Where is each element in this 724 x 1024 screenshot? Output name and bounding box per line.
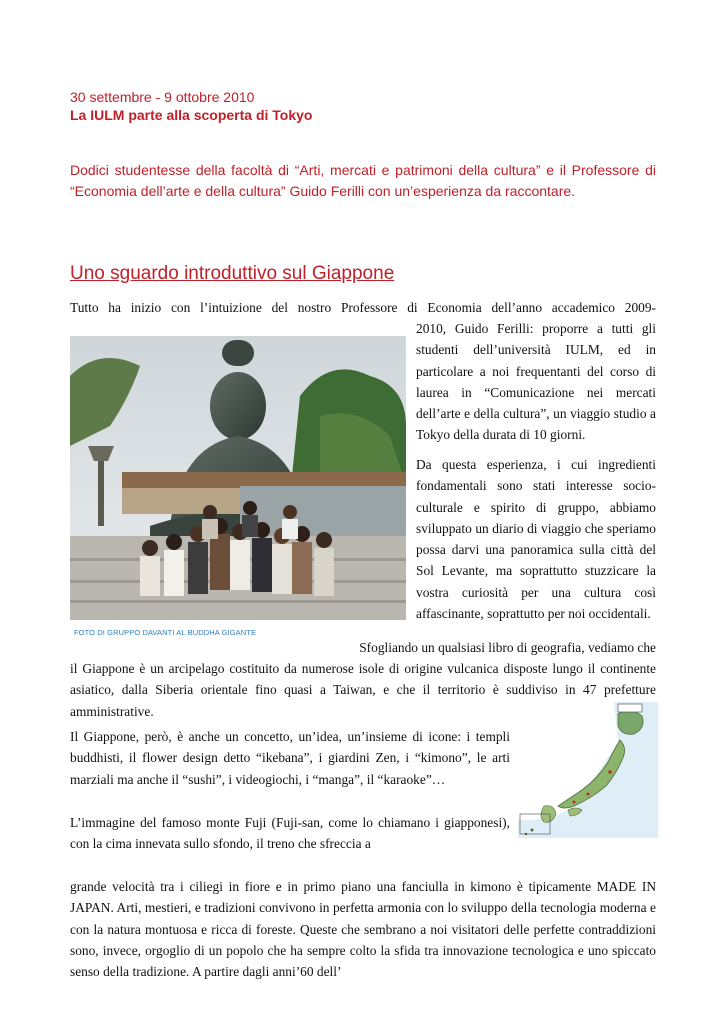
buddha-photo-image [70,336,406,620]
japan-map-illustration [518,702,658,838]
paragraph-2: Da questa esperienza, i cui ingredienti fondamentali sono stati interesse socio-culturale e spirito di gruppo, abbiamo sviluppato un diario di viaggio che speriamo possa darvi una panoramica sulla città del Sol Levante, ma soprattutto stuzzicare la vostra curiosità per una cultura così affascinante, soprattutto per noi occidentali. [416,457,656,622]
paragraph-4: Il Giappone, però, è anche un concetto, un’idea, un’insieme di icone: i templi buddhisti, il flower design detto “ikebana”, i giardini Zen, i “kimono”, le arti marziali ma anche il “sushi”, i videogiochi, i “manga”, il “karaoke”… [70,729,510,787]
paragraph-5-continued: grande velocità tra i ciliegi in fiore e in primo piano una fanciulla in kimono è tipicamente MADE IN JAPAN. Arti, mestieri, e tradizioni convivono in perfetta armonia con lo sviluppo della tecnologia moderna e con la natura montuosa e ricca di foreste. Queste che sembrano a noi visitatori delle perfette contraddizioni sono, invece, orgoglio di un popolo che ha sempre colto la sfida tra innovazione tecnologica e uno spiccato senso della tradizione. A partire dagli anni’60 dell’ [70,879,656,980]
group-photo-buddha [70,336,406,620]
section-title: Uno sguardo introduttivo sul Giappone [70,263,395,284]
intro-paragraph: Dodici studentesse della facoltà di “Arti, mercati e patrimoni della cultura” e il Professore di “Economia dell’arte e della cultura” Guido Ferilli con un’esperienza da raccontare. [70,162,656,199]
japan-map-image [518,702,658,838]
event-subtitle: La IULM parte alla scoperta di Tokyo [70,107,313,123]
paragraph-1-continued: 2010, Guido Ferilli: proporre a tutti gli studenti dell’università IULM, ed in particolare a noi frequentanti del corso di laurea in “Comunicazione nei mercati dell’arte e della cultura”, un viaggio studio a Tokyo della durata di 10 giorni. [416,321,656,443]
paragraph-3-first-line: Sfogliando un qualsiasi libro di geografia, vediamo che [359,640,656,655]
paragraph-1-first-line: Tutto ha inizio con l’intuizione del nostro Professore di Economia dell’anno accademico 2009- [70,300,656,315]
photo-caption: FOTO DI GRUPPO DAVANTI AL BUDDHA GIGANTE [74,628,257,637]
paragraph-3-continued: il Giappone è un arcipelago costituito da numerose isole di origine vulcanica disposte lungo il continente asiatico, dalla Siberia orientale fino quasi a Taiwan, e che il territorio è suddiviso in 47 prefetture amministrative. [70,661,656,719]
paragraph-5-start: L’immagine del famoso monte Fuji (Fuji-san, come lo chiamano i giapponesi), con la cima innevata sullo sfondo, il treno che sfreccia a [70,815,510,852]
event-date: 30 settembre - 9 ottobre 2010 [70,89,255,105]
